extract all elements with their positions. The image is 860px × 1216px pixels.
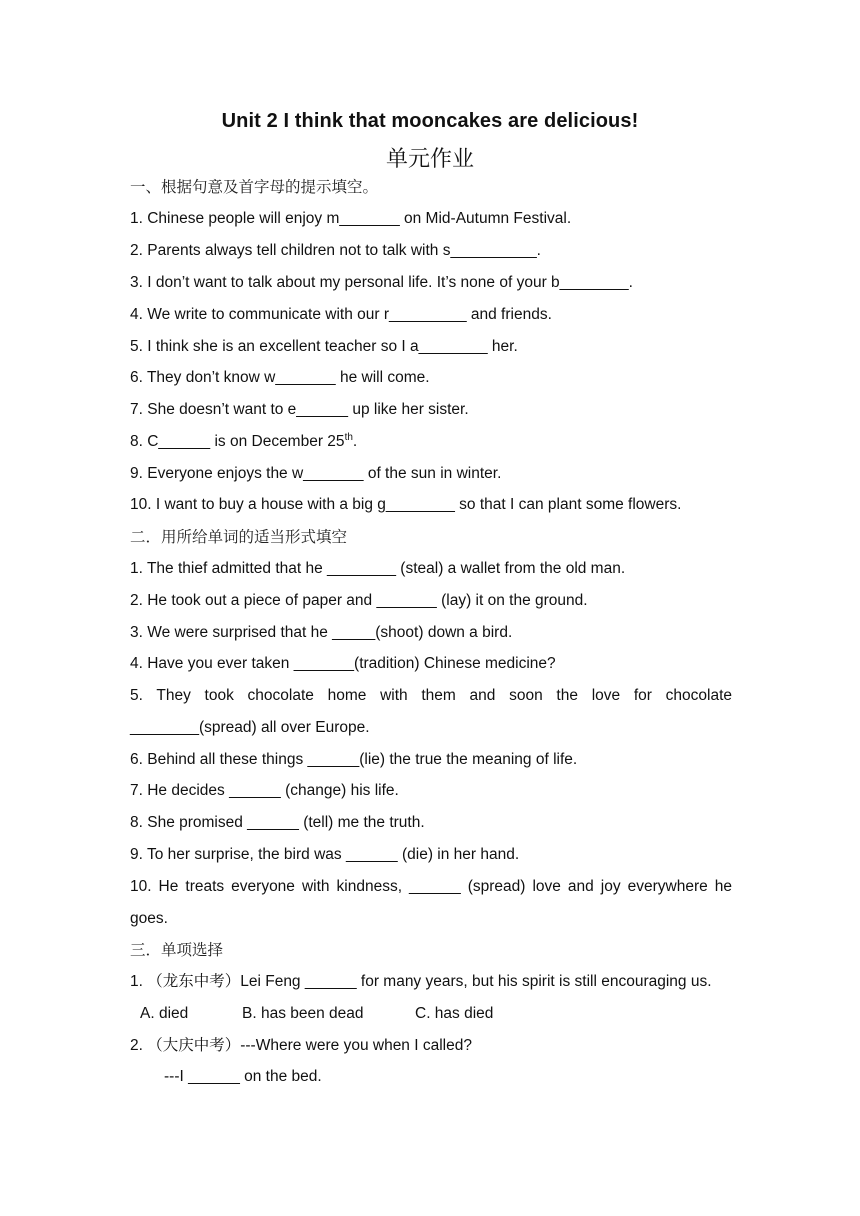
s2-item-10: 10. He treats everyone with kindness, ______ (spread) love and joy everywhere he [130, 878, 732, 895]
s1-item-4: 4. We write to communicate with our r_________ and friends. [130, 306, 552, 323]
section1-heading: 一、根据句意及首字母的提示填空。 [130, 178, 379, 196]
s1-item-7: 7. She doesn’t want to e______ up like her sister. [130, 401, 469, 418]
s1-item-1: 1. Chinese people will enjoy m_______ on Mid-Autumn Festival. [130, 210, 572, 227]
s2-item-3: 3. We were surprised that he _____(shoot) down a bird. [130, 624, 513, 641]
s2-item-4: 4. Have you ever taken _______(tradition) Chinese medicine? [130, 655, 556, 672]
page-subtitle: 单元作业 [385, 147, 474, 172]
s1-item-8-text: 8. C______ is on December 25 [130, 433, 345, 450]
s3-question-1: 1. （龙东中考）Lei Feng ______ for many years, but his spirit is still encouraging us. [130, 973, 712, 990]
s2-item-9: 9. To her surprise, the bird was ______ (die) in her hand. [130, 846, 520, 863]
s1-item-9: 9. Everyone enjoys the w_______ of the sun in winter. [130, 465, 502, 482]
s1-item-8-end: . [352, 433, 358, 450]
s1-item-5: 5. I think she is an excellent teacher so I a________ her. [130, 338, 518, 355]
s2-item-8: 8. She promised ______ (tell) me the truth. [130, 814, 425, 831]
s1-item-3: 3. I don’t want to talk about my personal life. It’s none of your b________. [130, 274, 633, 291]
s2-item-7: 7. He decides ______ (change) his life. [130, 782, 399, 799]
s2-item-5: 5. They took chocolate home with them and soon the love for chocolate [130, 687, 732, 704]
s1-item-6: 6. They don’t know w_______ he will come. [130, 369, 430, 386]
s3-question-2: 2. （大庆中考）---Where were you when I called? [130, 1037, 472, 1054]
option-a: A. died [140, 1005, 189, 1022]
option-b: B. has been dead [242, 1005, 364, 1022]
page-title: Unit 2 I think that mooncakes are delicious! [221, 110, 639, 132]
s1-item-8-sup: th [344, 431, 353, 443]
s2-item-10-cont: goes. [130, 910, 168, 927]
s3-q1-options [140, 1004, 742, 1024]
option-c: C. has died [415, 1005, 494, 1022]
s2-item-1: 1. The thief admitted that he ________ (steal) a wallet from the old man. [130, 560, 626, 577]
s1-item-8 [130, 432, 732, 452]
section2-heading: 二．用所给单词的适当形式填空 [130, 528, 348, 546]
section3-heading: 三．单项选择 [130, 941, 224, 959]
s2-item-5-cont: ________(spread) all over Europe. [130, 719, 370, 736]
s2-item-6: 6. Behind all these things ______(lie) the true the meaning of life. [130, 751, 578, 768]
s3-question-2-answer: ---I ______ on the bed. [164, 1068, 322, 1085]
s1-item-10: 10. I want to buy a house with a big g________ so that I can plant some flowers. [130, 496, 682, 513]
s1-item-2: 2. Parents always tell children not to talk with s__________. [130, 242, 541, 259]
s2-item-2: 2. He took out a piece of paper and _______ (lay) it on the ground. [130, 592, 588, 609]
